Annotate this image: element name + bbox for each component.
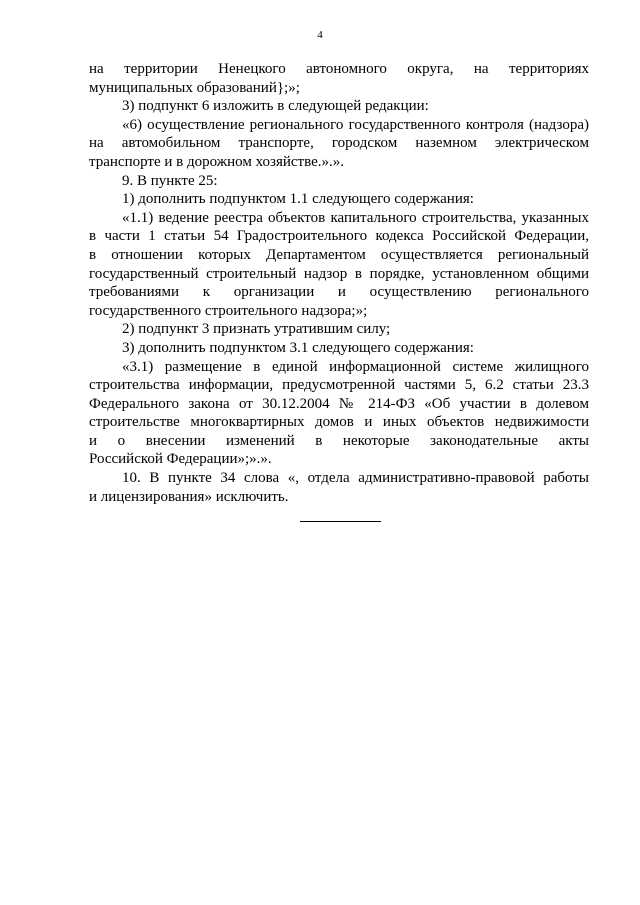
page-number: 4: [317, 29, 323, 41]
paragraph-subitem-3-add: [89, 339, 589, 358]
text-line: 3) подпункт 6 изложить в следующей редакции:: [122, 98, 429, 115]
document-body: [89, 60, 589, 506]
paragraph-new-subitem-1-1: [89, 209, 589, 321]
text-line: в части 1 статьи 54 Градостроительного кодекса Российской Федерации,: [89, 228, 589, 245]
text-line: «1.1) ведение реестра объектов капитального строительства, указанных: [122, 209, 589, 226]
text-line: в отношении которых Департаментом осуществляется региональный: [89, 246, 589, 263]
paragraph-item-10: [89, 469, 589, 506]
paragraph-subitem-2-void: [89, 320, 589, 339]
paragraph-continuation: [89, 60, 589, 97]
paragraph-new-subitem-3-1: [89, 358, 589, 470]
text-line: транспорте и в дорожном хозяйстве.».».: [89, 153, 344, 170]
text-line: 10. В пункте 34 слова «, отдела административно-правовой работы: [122, 470, 589, 487]
text-line: 2) подпункт 3 признать утратившим силу;: [122, 321, 391, 338]
text-line: государственного строительного надзора;»;: [89, 302, 368, 319]
text-line: Федерального закона от 30.12.2004 № 214-ФЗ «Об участии в долевом: [89, 395, 589, 412]
text-line: государственный строительный надзор в порядке, установленном общими: [89, 265, 589, 282]
text-line: 3) дополнить подпунктом 3.1 следующего содержания:: [122, 339, 474, 356]
text-line: строительства информации, предусмотренной частями 5, 6.2 статьи 23.3: [89, 377, 589, 394]
text-line: 9. В пункте 25:: [122, 172, 218, 189]
text-line: и о внесении изменений в некоторые законодательные акты: [89, 432, 589, 449]
text-line: и лицензирования» исключить.: [89, 488, 289, 505]
text-line: на территории Ненецкого автономного округа, на территориях: [89, 61, 589, 77]
text-line: «3.1) размещение в единой информационной системе жилищного: [122, 358, 589, 375]
text-line: 1) дополнить подпунктом 1.1 следующего содержания:: [122, 191, 474, 208]
end-separator-line: [300, 521, 381, 522]
text-line: «6) осуществление регионального государственного контроля (надзора): [122, 116, 589, 133]
text-line: на автомобильном транспорте, городском наземном электрическом: [89, 135, 589, 152]
paragraph-item-9: [89, 172, 589, 191]
text-line: требованиями к организации и осуществлению регионального: [89, 284, 589, 301]
paragraph-subitem-3-change-6: [89, 97, 589, 116]
text-line: муниципальных образований};»;: [89, 79, 300, 96]
paragraph-new-subitem-6: [89, 116, 589, 172]
text-line: строительстве многоквартирных домов и иных объектов недвижимости: [89, 414, 589, 431]
text-line: Российской Федерации»;».».: [89, 451, 272, 468]
paragraph-subitem-1-add: [89, 190, 589, 209]
